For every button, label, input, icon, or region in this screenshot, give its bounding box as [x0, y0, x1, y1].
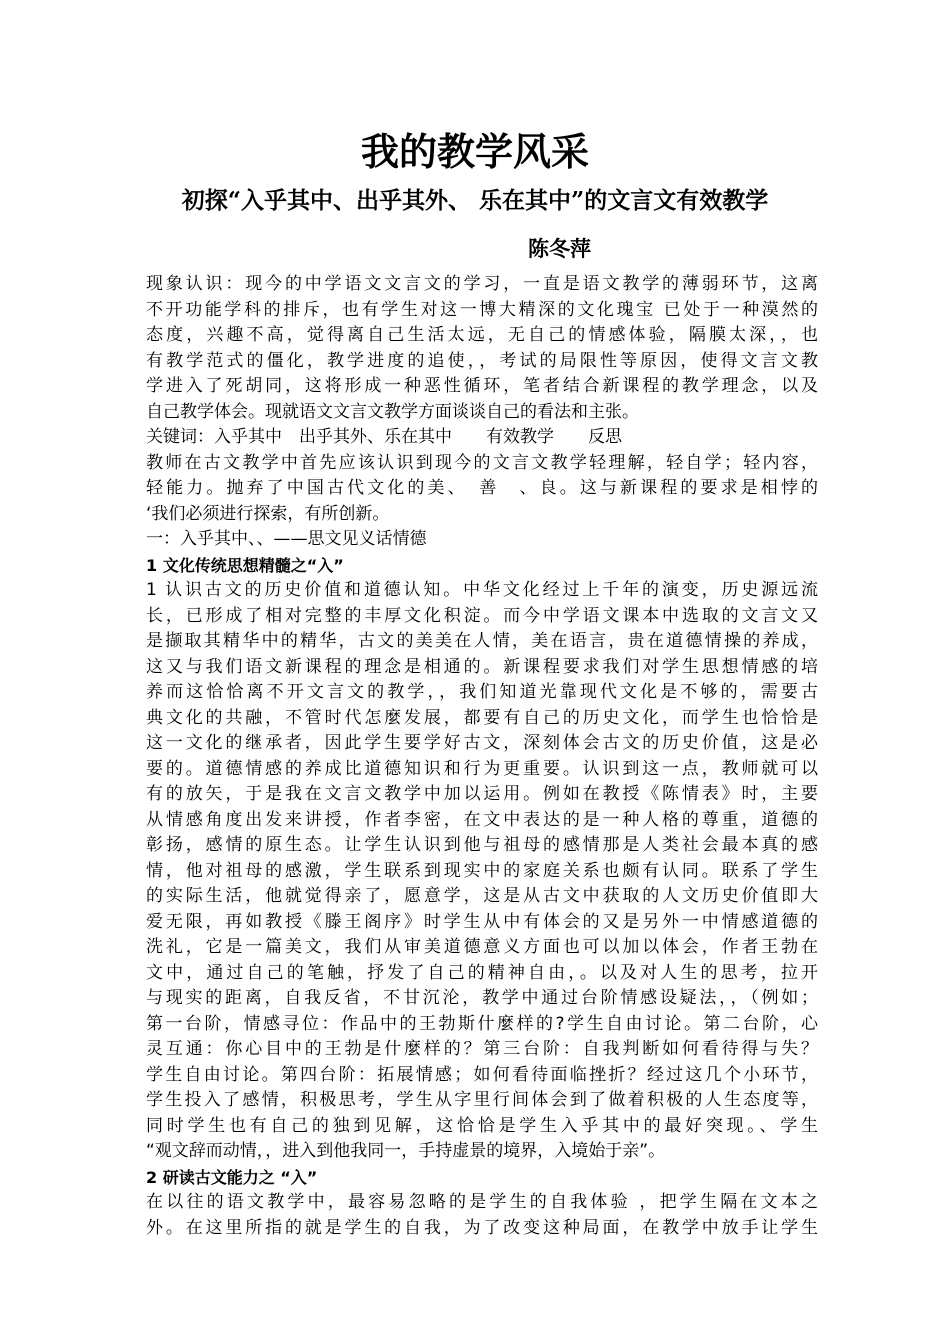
text-line: 不开功能学科的排斥，也有学生对这一博大精深的文化瑰宝 已处于一种漠然的	[146, 299, 818, 320]
text-line: 典文化的共融，不管时代怎麼发展，都要有自己的历史文化，而学生也恰恰是	[146, 707, 818, 728]
text-line: 的实际生活，他就觉得亲了，愿意学，这是从古文中获取的人文历史价值即大	[146, 886, 818, 906]
text-line: 外。在这里所指的就是学生的自我，为了改变这种局面，在教学中放手让学生	[146, 1217, 818, 1238]
text-line: 轻能力。抛弃了中国古代文化的美、 善 、良。这与新课程的要求是相悖的	[146, 478, 818, 498]
text-line: 学进入了死胡同，这将形成一种恶性循环，笔者结合新课程的教学理念，以及	[146, 376, 818, 396]
text-line: 第一台阶，情感寻位：作品中的王勃斯什麼样的?学生自由讨论。第二台阶，心	[146, 1013, 818, 1034]
text-line: 彰扬，感情的原生态。让学生认识到他与祖母的感情那是人类社会最本真的感	[146, 835, 818, 855]
text-line: 有教学范式的僵化，教学进度的追使，，考试的局限性等原因，使得文言文教	[146, 350, 818, 371]
subsection-heading: 2 研读古文能力之 “入”	[146, 1167, 318, 1187]
section-heading: 一：入乎其中、、——思文见义话情德	[146, 529, 427, 549]
text-line: 这又与我们语文新课程的理念是相通的。新课程要求我们对学生思想情感的培	[146, 656, 818, 677]
text-line: 学生自由讨论。第四台阶：拓展情感；如何看待面临挫折？经过这几个小环节，	[146, 1064, 818, 1085]
text-line: 洗礼，它是一篇美文，我们从审美道德意义方面也可以加以体会，作者王勃在	[146, 937, 818, 957]
text-line: 长，已形成了相对完整的丰厚文化积淀。而今中学语文课本中选取的文言文又	[146, 605, 818, 626]
text-line: 要的。道德情感的养成比道德知识和行为更重要。认识到这一点，教师就可以	[146, 758, 818, 779]
text-line: “观文辞而动情，，进入到他我同一，手持虚景的境界，入境始于亲”。	[146, 1141, 666, 1161]
text-line: ‘我们必须进行探索，有所创新。	[146, 503, 390, 524]
text-line: 从情感角度出发来讲授，作者李密，在文中表达的是一种人格的尊重，道德的	[146, 809, 818, 830]
text-line: 同时学生也有自己的独到见解，这恰恰是学生入乎其中的最好突现。、学生	[146, 1115, 818, 1136]
text-line: 态度，兴趣不高，觉得离自己生活太远，无自己的情感体验，隔膜太深，，也	[146, 325, 818, 345]
page-title: 我的教学风采	[360, 129, 589, 174]
text-line: 是撷取其精华中的精华，古文的美美在人情，美在语言，贵在道德情操的养成，	[146, 631, 818, 651]
subsection-heading: 1 文化传统思想精髓之“入”	[146, 555, 344, 575]
text-line: 自己教学体会。现就语文文言文教学方面谈谈自己的看法和主张。	[146, 401, 639, 422]
text-line: 情，他对祖母的感激，学生联系到现实中的家庭关系也颇有认同。联系了学生	[146, 860, 818, 881]
text-line: 这一文化的继承者，因此学生要学好古文，深刻体会古文的历史价值，这是必	[146, 733, 818, 753]
page-subtitle: 初探“入乎其中、出乎其外、 乐在其中”的文言文有效教学	[181, 187, 769, 214]
text-line: 学生投入了感情，积极思考，学生从字里行间体会到了做着积极的人生态度等，	[146, 1090, 818, 1110]
text-line: 灵互通：你心目中的王勃是什麼样的？第三台阶：自我判断如何看待得与失？	[146, 1039, 818, 1059]
text-line: 与现实的距离，自我反省，不甘沉沦，教学中通过台阶情感设疑法，，（例如；	[146, 988, 818, 1008]
text-line: 文中，通过自己的笔触，抒发了自己的精神自由，。以及对人生的思考，拉开	[146, 962, 818, 983]
text-line: 教师在古文教学中首先应该认识到现今的文言文教学轻理解，轻自学；轻内容，	[146, 452, 818, 473]
text-line: 养而这恰恰离不开文言文的教学，，我们知道光靠现代文化是不够的，需要古	[146, 682, 818, 702]
text-line: 爱无限，再如教授《滕王阁序》时学生从中有体会的又是另外一中情感道德的	[146, 911, 818, 932]
keywords-line: 关键词：入乎其中 出乎其外、乐在其中 有效教学 反思	[146, 427, 622, 447]
text-line: 1 认识古文的历史价值和道德认知。中华文化经过上千年的演变，历史源远流	[146, 580, 818, 600]
text-line: 有的放矢，于是我在文言文教学中加以运用。例如在教授《陈情表》时，主要	[146, 784, 818, 804]
article-body	[146, 272, 818, 1241]
text-line: 现象认识：现今的中学语文文言文的学习，一直是语文教学的薄弱环节，这离	[146, 274, 818, 294]
text-line: 在以往的语文教学中，最容易忽略的是学生的自我体验 ，把学生隔在文本之	[146, 1192, 818, 1212]
author-name: 陈冬萍	[528, 236, 591, 261]
